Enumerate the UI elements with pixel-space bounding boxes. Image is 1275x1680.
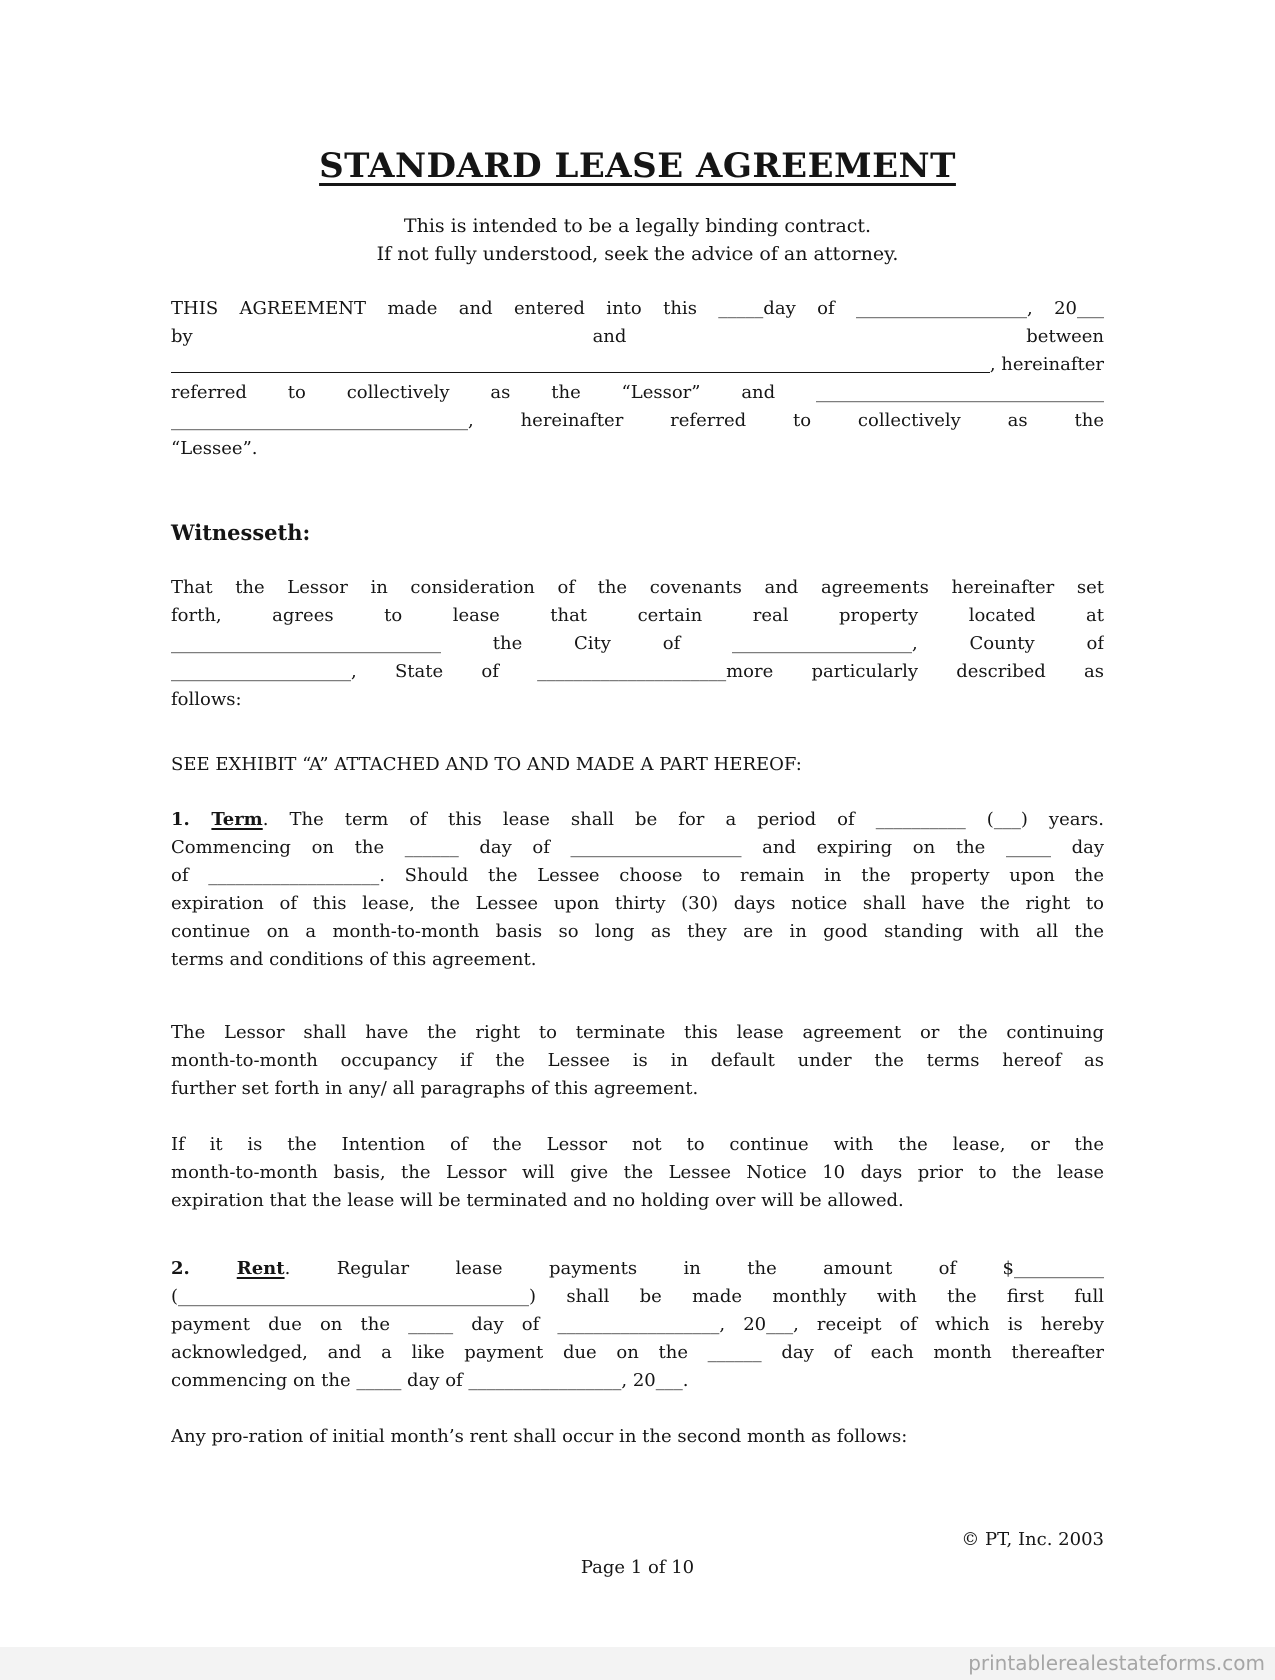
witnesseth-heading: Witnesseth: xyxy=(171,520,311,545)
intention-paragraph: If it is the Intention of the Lessor not to continue with the lease, or the month-to-month basis, the Lessor will give the Lessee Notice 10 days prior to the lease expiration that the lease will be terminated and no holding over will be allowed. xyxy=(171,1134,1104,1211)
termination-paragraph: The Lessor shall have the right to terminate this lease agreement or the continuing month-to-month occupancy if the Lessee is in default under the terms hereof as further set forth in any/ all paragraphs of this agreement. xyxy=(171,1022,1104,1099)
watermark-text: printablerealestateforms.com xyxy=(968,1651,1265,1675)
witnesseth-paragraph: That the Lessor in consideration of the covenants and agreements hereinafter set forth, agrees to lease that certain real property located at ______________________________ the City of ____________________, County of ____________________, State of _____________________more particularly described as follows: xyxy=(171,577,1104,710)
section-1-term: 1. Term. The term of this lease shall be for a period of __________ (___) years. Commencing on the ______ day of ___________________ and expiring on the _____ day of ___________________. Should the Lessee choose to remain in the property upon the expiration of this lease, the Lessee upon thirty (30) days notice shall have the right to continue on a month-to-month basis so long as they are in good standing with all the terms and conditions of this agreement. xyxy=(171,809,1104,970)
proration-paragraph: Any pro-ration of initial month’s rent shall occur in the second month as follows: xyxy=(171,1426,908,1447)
document-subtitle xyxy=(171,212,1104,268)
section-2-rent: 2. Rent. Regular lease payments in the amount of $__________ (_______________________________________) shall be made monthly with the first full payment due on the _____ day of __________________, 20___, receipt of which is hereby acknowledged, and a like payment due on the ______ day of each month thereafter commencing on the _____ day of _________________, 20___. xyxy=(171,1258,1104,1391)
subtitle-line-1: This is intended to be a legally binding contract. xyxy=(403,215,872,237)
agreement-intro-paragraph: THIS AGREEMENT made and entered into this _____day of ___________________, 20___ by and between , hereinafter referred to collectively as the “Lessor” and ________________________________ _________________________________, hereinafter referred to collectively as the “Lessee”. xyxy=(171,298,1104,459)
document-title: STANDARD LEASE AGREEMENT xyxy=(319,146,956,186)
exhibit-notice: SEE EXHIBIT “A” ATTACHED AND TO AND MADE A PART HEREOF: xyxy=(171,754,802,775)
subtitle-line-2: If not fully understood, seek the advice of an attorney. xyxy=(376,243,899,265)
document-content xyxy=(171,0,1104,1582)
copyright-notice: © PT, Inc. 2003 xyxy=(961,1529,1104,1550)
page-indicator: Page 1 of 10 xyxy=(580,1557,695,1578)
watermark-bar xyxy=(0,1647,1275,1680)
